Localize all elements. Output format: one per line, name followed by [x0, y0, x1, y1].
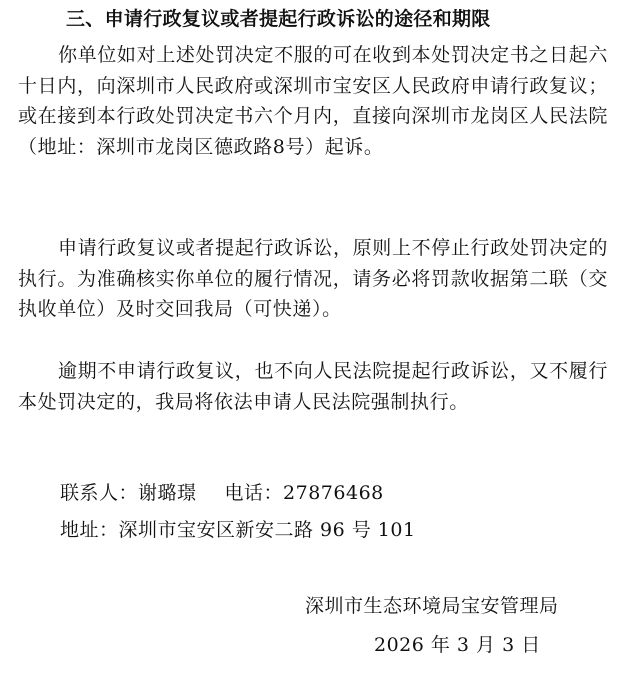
address-value: 深圳市宝安区新安二路 96 号 101 — [118, 519, 416, 541]
contact-person-label: 联系人： — [60, 482, 139, 504]
contact-line — [60, 478, 384, 508]
issuing-authority: 深圳市生态环境局宝安管理局 — [305, 595, 559, 617]
contact-phone: 27876468 — [283, 482, 384, 504]
paragraph-enforcement: 逾期不申请行政复议，也不向人民法院提起行政诉讼，又不履行本处罚决定的，我局将依法申请人民法院强制执行。 — [18, 360, 608, 413]
paragraph-appeal-channels: 你单位如对上述处罚决定不服的可在收到本处罚决定书之日起六十日内，向深圳市人民政府或深圳市宝安区人民政府申请行政复议；或在接到本行政处罚决定书六个月内，直接向深圳市龙岗区人民法院（地址：深圳市龙岗区德政路8号）起诉。 — [18, 44, 608, 158]
address-line — [60, 515, 416, 545]
contact-phone-label: 电话： — [224, 482, 284, 504]
issue-date: 2026 年 3 月 3 日 — [374, 634, 541, 656]
paragraph-execution-note: 申请行政复议或者提起行政诉讼，原则上不停止行政处罚决定的执行。为准确核实你单位的履行情况，请务必将罚款收据第二联（交执收单位）及时交回我局（可快递）。 — [18, 237, 608, 320]
address-label: 地址： — [60, 519, 119, 541]
contact-person-name: 谢璐璟 — [138, 482, 197, 504]
section-heading: 三、申请行政复议或者提起行政诉讼的途径和期限 — [66, 8, 491, 30]
